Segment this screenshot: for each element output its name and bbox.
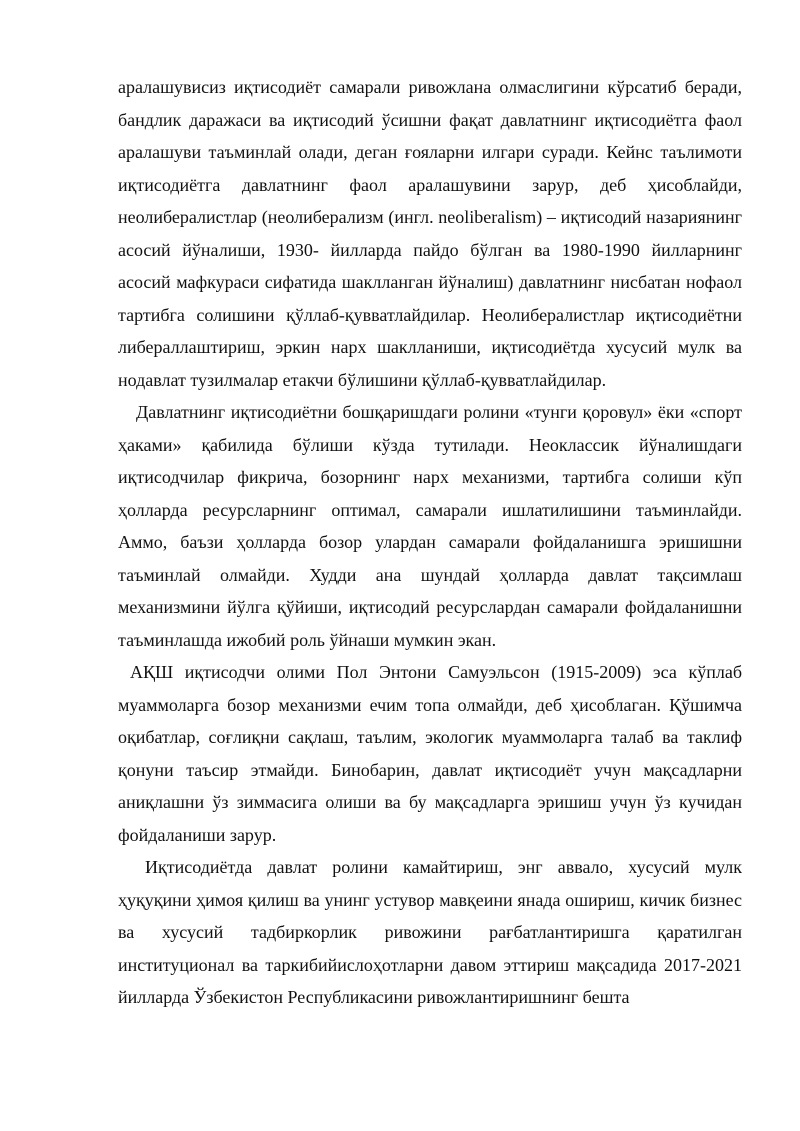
paragraph-4: Иқтисодиётда давлат ролини камайтириш, энг аввало, хусусий мулк ҳуқуқини ҳимоя қилиш ва унинг устувор мавқеини янада ошириш, кичик бизнес ва хусусий тадбиркорлик ривожини рағбатлантиришга қаратилган институционал ва таркибийислоҳотларни давом эттириш мақсадида 2017-2021 йилларда Ўзбекистон Республикасини ривожлантиришнинг бешта: [118, 857, 742, 1007]
paragraph-2: Давлатнинг иқтисодиётни бошқаришдаги ролини «тунги қоровул» ёки «спорт ҳаками» қабилида бўлиши кўзда тутилади. Неоклассик йўналишдаги иқтисодчилар фикрича, бозорнинг нарх механизми, тартибга солиши кўп ҳолларда ресурсларнинг оптимал, самарали ишлатилишини таъминлайди. Аммо, баъзи ҳолларда бозор улардан самарали фойдаланишга эришишни таъминлай олмайди. Худди ана шундай ҳолларда давлат тақсимлаш механизмини йўлга қўйиши, иқтисодий ресурслардан самарали фойдаланишни таъминлашда ижобий роль ўйнаши мумкин экан.: [118, 402, 742, 650]
document-page: [118, 71, 742, 1014]
paragraph-3: АҚШ иқтисодчи олими Пол Энтони Самуэльсон (1915-2009) эса кўплаб муаммоларга бозор механизми ечим топа олмайди, деб ҳисоблаган. Қўшимча оқибатлар, соғлиқни сақлаш, таълим, экологик муаммоларга талаб ва таклиф қонуни таъсир этмайди. Бинобарин, давлат иқтисодиёт учун мақсадларни аниқлашни ўз зиммасига олиши ва бу мақсадларга эришиш учун ўз кучидан фойдаланиши зарур.: [118, 662, 742, 845]
paragraph-1: аралашувисиз иқтисодиёт самарали ривожлана олмаслигини кўрсатиб беради, бандлик даражаси ва иқтисодий ўсишни фақат давлатнинг иқтисодиётга фаол аралашуви таъминлай олади, деган ғояларни илгари суради. Кейнс таълимоти иқтисодиётга давлатнинг фаол аралашувини зарур, деб ҳисоблайди, неолибералистлар (неолиберализм (ингл. neoliberalism) – иқтисодий назариянинг асосий йўналиши, 1930- йилларда пайдо бўлган ва 1980-1990 йилларнинг асосий мафкураси сифатида шаклланган йўналиш) давлатнинг нисбатан нофаол тартибга солишини қўллаб-қувватлайдилар. Неолибералистлар иқтисодиётни либераллаштириш, эркин нарх шаклланиши, иқтисодиётда хусусий мулк ва нодавлат тузилмалар етакчи бўлишини қўллаб-қувватлайдилар.: [118, 77, 742, 390]
